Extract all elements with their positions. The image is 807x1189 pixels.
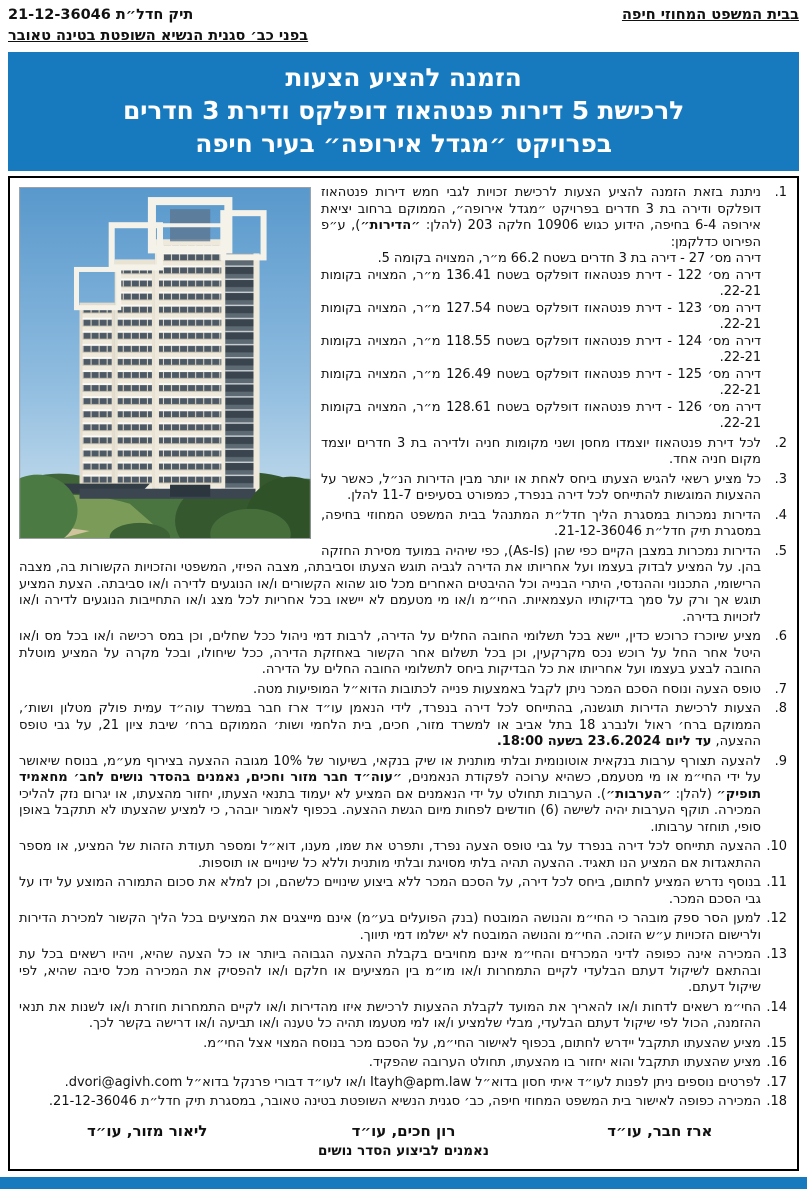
- paragraph-text: מציע שהצעתו תתקבל יידרש לחתום, בכפוף לאישור החי״מ, על הסכם מכר בנוסח המצוי אצל החי״מ.: [203, 1035, 761, 1051]
- notice-paragraph: [19, 875, 788, 908]
- title-banner: [8, 52, 799, 171]
- paragraph-text: ניתנת בזאת הזמנה להציע הצעות לרכישת זכויות לגבי חמש דירות פנטהאוז דופלקס ודירה בת 3 חדרים בפרויקט ״מגדל אירופה״, הממוקם ברחוב יציאת אירופה 6-4 בחיפה, הידוע כגוש 10906 חלקה 203 (להלן: ״הדירות״), ע״פ הפירוט כדלקמן: דירה מס׳ 27 - דירה בת 3 חדרים בשטח 66.2 מ״ר, המצויה בקומה 5. דירה מס׳ 122 - דירת פנטהאוז דופלקס בשטח 136.41 מ״ר, המצויה בקומות 22-21. דירה מס׳ 123 - דירת פנטהאוז דופלקס בשטח 127.54 מ״ר, המצויה בקומות 22-21. דירה מס׳ 124 - דירת פנטהאוז דופלקס בשטח 118.55 מ״ר, המצויה בקומות 22-21. דירה מס׳ 125 - דירת פנטהאוז דופלקס בשטח 126.49 מ״ר, המצויה בקומות 22-21. דירה מס׳ 126 - דירת פנטהאוז דופלקס בשטח 128.61 מ״ר, המצויה בקומות 22-21.: [19, 185, 761, 433]
- paragraph-text: למען הסר ספק מובהר כי החי״מ והנושה המובטח (בנק הפועלים בע״מ) אינם מייצגים את המציעים בכל הליך הקשור למכירת הדירות ולרישום הזכויות ע״ש הזוכה. החי״מ והנושה המובטח לא ישלמו דמי תיווך.: [19, 911, 761, 943]
- paragraph-number: 4.: [774, 507, 787, 523]
- court-name: בבית המשפט המחוזי חיפה: [621, 7, 799, 23]
- paragraph-number: 16.: [766, 1055, 787, 1071]
- paragraph-text: לכל דירת פנטהאוז יוצמדו מחסן ושני מקומות חניה ולדירה בת 3 חדרים יוצמד מקום חניה אחד.: [321, 435, 761, 468]
- apartment-line: דירה מס׳ 124 - דירת פנטהאוז דופלקס בשטח 118.55 מ״ר, המצויה בקומות 22-21.: [321, 333, 761, 366]
- notice-paragraph: [19, 544, 788, 627]
- apartment-line: דירה מס׳ 125 - דירת פנטהאוז דופלקס בשטח 126.49 מ״ר, המצויה בקומות 22-21.: [321, 366, 761, 399]
- bottom-blue-bar: [0, 1177, 807, 1189]
- signature-caption: נאמנים לביצוע הסדר נושים: [318, 1143, 489, 1160]
- notice-paragraph: [19, 1075, 788, 1092]
- apartment-line: דירה מס׳ 126 - דירת פנטהאוז דופלקס בשטח 128.61 מ״ר, המצויה בקומות 22-21.: [321, 399, 761, 432]
- paragraph-number: 2.: [774, 435, 787, 451]
- paragraph-number: 14.: [766, 999, 787, 1015]
- banner-title-line3: בפרויקט ״מגדל אירופה״ בעיר חיפה: [195, 129, 612, 159]
- paragraph-text: כל מציע רשאי להגיש הצעתו ביחס לאחת או יותר מבין הדירות הנ״ל, כאשר על ההצעות המוגשות להתייחס לכל דירה בנפרד, כמפורט בסעיפים 11-7 להלן.: [321, 471, 761, 504]
- notice-paragraph: [19, 947, 788, 997]
- paragraph-number: 13.: [766, 947, 787, 963]
- paragraph-number: 5.: [774, 543, 787, 559]
- paragraph-text: הצעות לרכישת הדירות תוגשנה, בהתייחס לכל דירה בנפרד, לידי הנאמן עו״ד ארז חבר במשרד עוה״ד עמית פולק מטלון ושות׳, הממוקם ברח׳ ראול ולנברג 18 בתל אביב או למשרד מזור, חכים, בית הלחמי ושות׳ הממוקם ברח׳ שיבת ציון 21, על גבי טופס ההצעה, עד ליום 23.6.2024 בשעה 18:00.: [19, 701, 761, 750]
- apartment-line: דירה מס׳ 122 - דירת פנטהאוז דופלקס בשטח 136.41 מ״ר, המצויה בקומות 22-21.: [321, 267, 761, 300]
- notice-paragraph: [19, 1000, 788, 1033]
- notice-body: [8, 176, 799, 1171]
- notice-paragraph: [19, 701, 788, 751]
- paragraph-number: 17.: [766, 1074, 787, 1090]
- notice-paragraph: [19, 839, 788, 872]
- banner-title-line1: הזמנה להציע הצעות: [285, 63, 522, 93]
- presiding-judge: בפני כב׳ סגנית הנשיא השופטת בטינה טאובר: [8, 28, 309, 45]
- notice-paragraph: [19, 911, 788, 944]
- notice-paragraph: [19, 682, 788, 699]
- paragraph-text: טופס הצעה ונוסח הסכם המכר ניתן לקבל באמצעות פנייה לכתובות הדוא״ל המופיעות מטה.: [253, 681, 761, 697]
- paragraph-text: הדירות נמכרות במצבן הקיים כפי שהן (As-Is), כפי שיהיה במועד מסירת החזקה בהן. על המציע לבדוק בעצמו ועל אחריותו את הדירה לגביה תוגש הצעתו וסביבתה, מצבה הפיזי, המשפטי והזכויות הקשורות בה, מצבה הרישומי, התכנוני וההנדסי, היתרי הבנייה וכל ההיבטים האחרים מכל סוג שהוא הקשורים ו/או הנוגעים לדירה ו/או סביבתה. הצעת המציע תוגש אך ורק על סמך בדיקותיו העצמאיות. החי״מ ו/או מי מטעמם לא יישאו בכל אחריות לכל מצג ו/או התחייבות הנוגעים לדירה ו/או לזכויות בדירה.: [19, 543, 761, 625]
- paragraph-text: החי״מ רשאים לדחות ו/או להאריך את המועד לקבלת ההצעות לרכישת איזו מהדירות ו/או לקיים התמחרות חוזרת ו/או לשנות את תנאי ההזמנה, הכול לפי שיקול דעתם הבלעדי, מבלי שלמציע ו/או למי מטעמו תהיה כל טענה ו/או תביעה ו/או דרישה בקשר לכך.: [19, 999, 761, 1032]
- notice-paragraphs: [19, 185, 788, 1111]
- paragraph-number: 7.: [774, 681, 787, 697]
- paragraph-number: 15.: [766, 1035, 787, 1051]
- paragraph-number: 6.: [774, 629, 787, 645]
- court-header: [8, 5, 799, 47]
- notice-paragraph: [19, 1094, 788, 1111]
- signature-center: רון חכים, עו״ד: [351, 1121, 456, 1140]
- case-info: [8, 5, 308, 47]
- notice-paragraph: [19, 436, 788, 469]
- paragraph-text: הדירות נמכרות במסגרת הליך חדל״ת המתנהל בבית המשפט המחוזי בחיפה, במסגרת תיק חדל״ת 21-12-36046.: [321, 507, 761, 540]
- paragraph-text: המכירה כפופה לאישור בית המשפט המחוזי חיפה, כב׳ סגנית הנשיא השופטת בטינה טאובר, במסגרת תיק חדל״ת 21-12-36046.: [48, 1094, 761, 1110]
- signature-left: ליאור מזור, עו״ד: [86, 1121, 208, 1140]
- paragraph-number: 12.: [766, 911, 787, 927]
- banner-title-line2: לרכישת 5 דירות פנטהאוז דופלקס ודירת 3 חדרים: [122, 96, 685, 126]
- paragraph-number: 10.: [766, 839, 787, 855]
- notice-paragraph: [19, 1036, 788, 1053]
- paragraph-text: המכירה אינה כפופה לדיני המכרזים והחי״מ אינם מחויבים בקבלת ההצעה הגבוהה ביותר או כל הצעה שהיא, ויהיו רשאים בכל עת ובהתאם לשיקול דעתם הבלעדי לקיים התמחרות ו/או מו״מ בין המציעים או חלקם ו/או להפסיק את המכירה מכל סיבה שהיא, לפי שיקול דעתם.: [19, 947, 761, 996]
- notice-paragraph: [19, 508, 788, 541]
- case-file-number: תיק חדל״ת 21-12-36046: [8, 7, 194, 23]
- paragraph-number: 1.: [774, 185, 787, 201]
- signature-block: [19, 1123, 788, 1160]
- paragraph-text: להצעה תצורף ערבות בנקאית אוטונומית ובלתי מותנית או שיק בנקאי, בשיעור של 10% מגובה ההצעה בצירוף מע״מ, בנוסח שיאושר על ידי החי״מ או מי מטעמם, כשהיא ערוכה לפקודת הנאמנים, ״עוה״ד חבר מזור וחכים, נאמנים בהסדר נושים לחב׳ מחאמיד תופיק״ (להלן: ״הערבות״). הערבות תחולט על ידי הנאמנים אם המציע לא יעמוד בתנאי הצעתו, יחזור מהצעתו, או יגרום נזק להליכי המכירה. תוקף הערבות יהיה לשישה (6) חודשים לפחות מיום הגשת ההצעה. בכפוף לאמור יובהר, כי למציע שהצעתו לא תתקבל באופן סופי, תוחזר ערבותו.: [19, 753, 762, 835]
- apartment-line: דירה מס׳ 123 - דירת פנטהאוז דופלקס בשטח 127.54 מ״ר, המצויה בקומות 22-21.: [321, 300, 761, 333]
- notice-paragraph: [19, 185, 788, 433]
- paragraph-text: ההצעה תתייחס לכל דירה בנפרד על גבי טופס הצעה נפרד, ותפרט את שמו, מענו, דוא״ל ומספר תעודת הזהות של המציע, או מספר ההתאגדות אם המציע הנו תאגיד. ההצעה תהיה בלתי מסויגת ובלתי מותנית וללא כל שינויים או תוספות.: [19, 839, 761, 871]
- paragraph-number: 9.: [774, 753, 787, 769]
- notice-paragraph: [19, 629, 788, 679]
- notice-paragraph: [19, 754, 788, 837]
- signature-right: ארז חבר, עו״ד: [607, 1121, 713, 1140]
- paragraph-number: 18.: [766, 1094, 787, 1110]
- paragraph-text: בנוסף נדרש המציע לחתום, ביחס לכל דירה, על הסכם המכר ללא ביצוע שינויים כלשהם, וכן למלא את סכום התמורה המוצע על ידו על גבי הסכם המכר.: [19, 875, 761, 907]
- notice-paragraph: [19, 472, 788, 505]
- apartment-line: דירה מס׳ 27 - דירה בת 3 חדרים בשטח 66.2 מ״ר, המצויה בקומה 5.: [377, 251, 761, 267]
- paragraph-text: מציע שהצעתו תתקבל והוא יחזור בו מהצעתו, תחולט הערובה שהפקיד.: [368, 1055, 761, 1071]
- paragraph-text: מציע שיוכרז כרוכש כדין, יישא בכל תשלומי החובה החלים על הדירה, לרבות דמי ניהול ככל שחלים, וכן במס רכישה ו/או בכל מס ו/או היטל אחר החל על רוכש נכס מקרקעין, וכן בכל תשלום אחר הקשור באחזקת הדירה, ככל שיחולו, ובכל מקרה על המציע מוטלת החובה לבצע בעצמו ועל אחריותו את כל הבדיקות ביחס לתשלומי החובה החלים על הדירה.: [19, 629, 761, 678]
- paragraph-number: 8.: [774, 701, 787, 717]
- notice-paragraph: [19, 1055, 788, 1072]
- paragraph-number: 11.: [766, 875, 787, 891]
- paragraph-text: לפרטים נוספים ניתן לפנות לעו״ד איתי חסון בדוא״ל Itayh@apm.law ו/או לעו״ד דבורי פרנקל בדוא״ל dvori@agivh.com.: [64, 1074, 761, 1090]
- paragraph-number: 3.: [774, 471, 787, 487]
